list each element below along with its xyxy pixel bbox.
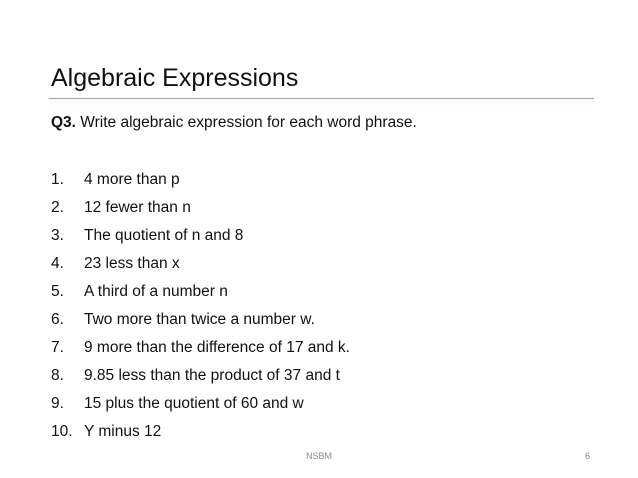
list-item-number: 6.: [51, 311, 64, 328]
list-item: [51, 338, 591, 366]
list-item-text: 9.85 less than the product of 37 and t: [84, 367, 340, 384]
list-item-text: The quotient of n and 8: [84, 227, 244, 244]
footer-organization: NSBM: [305, 451, 332, 461]
list-item-number: 10.: [51, 423, 73, 440]
list-item: [51, 310, 591, 338]
list-item: [51, 170, 591, 198]
list-item: [51, 226, 591, 254]
slide-title: Algebraic Expressions: [51, 64, 299, 92]
title-divider: [49, 98, 594, 99]
list-item-text: Y minus 12: [84, 423, 162, 440]
list-item: [51, 254, 591, 282]
list-item-text: 9 more than the difference of 17 and k.: [84, 339, 350, 356]
list-item: [51, 282, 591, 310]
list-item-number: 8.: [51, 367, 64, 384]
list-item-text: 23 less than x: [84, 255, 180, 272]
footer-page-number: 6: [584, 451, 590, 461]
word-phrase-list: [51, 170, 591, 450]
list-item-text: 12 fewer than n: [84, 199, 191, 216]
list-item-text: A third of a number n: [84, 283, 228, 300]
list-item-number: 9.: [51, 395, 64, 412]
list-item-number: 1.: [51, 171, 64, 188]
list-item-number: 7.: [51, 339, 64, 356]
list-item: [51, 366, 591, 394]
list-item-number: 2.: [51, 199, 64, 216]
list-item-number: 3.: [51, 227, 64, 244]
question-prompt: [51, 113, 417, 133]
list-item-text: Two more than twice a number w.: [84, 311, 315, 328]
list-item: [51, 422, 591, 450]
list-item-text: 4 more than p: [84, 171, 180, 188]
list-item: [51, 394, 591, 422]
list-item-number: 5.: [51, 283, 64, 300]
question-number: Q3.: [51, 114, 76, 131]
question-text: Write algebraic expression for each word phrase.: [75, 114, 417, 131]
list-item-text: 15 plus the quotient of 60 and w: [84, 395, 304, 412]
list-item: [51, 198, 591, 226]
list-item-number: 4.: [51, 255, 64, 272]
